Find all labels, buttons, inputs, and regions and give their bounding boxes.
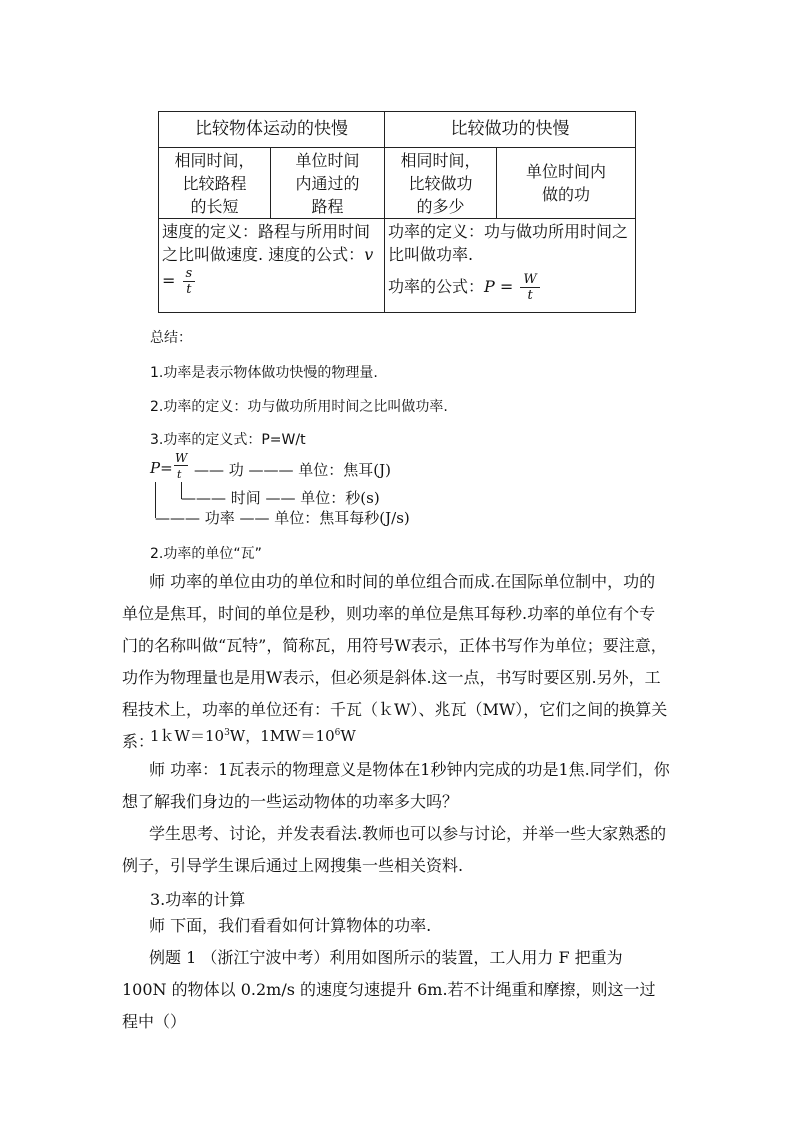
cell-power-definition: 功率的定义：功与做功所用时间之比叫做功率. 功率的公式：P = $\frac{W}{t}$ (385, 219, 636, 313)
cell-same-time-work: 相同时间， 比较做功 的多少 (385, 148, 497, 219)
section-calc-heading: 3.功率的计算 (150, 890, 246, 909)
comparison-table (158, 111, 636, 313)
power-formula-diagram: P= W t —— 功 ——— 单位：焦耳(J) ——— 时间 —— 单位：秒(s) ——— 功率 —— 单位：焦耳每秒(J/s) (150, 451, 410, 527)
cell-same-time-distance: 相同时间， 比较路程 的长短 (159, 148, 271, 219)
summary-item-3: 3.功率的定义式：P=W/t (150, 432, 306, 448)
unit-conversion: $1kW=10^3W$，$1MW=10^6W$ (150, 727, 356, 745)
summary-item-2: 2.功率的定义：功与做功所用时间之比叫做功率. (150, 399, 448, 415)
summary-item-1: 1.功率是表示物体做功快慢的物理量. (150, 365, 378, 381)
diagram-row-time: ——— 时间 —— 单位：秒(s) (181, 489, 380, 507)
paragraph-discussion: 学生思考、讨论，并发表看法.教师也可以参与讨论，并举一些大家熟悉的例子，引导学生课后通过上网搜集一些相关资料. (122, 824, 667, 875)
diagram-row-power: ——— 功率 —— 单位：焦耳每秒(J/s) (155, 509, 410, 527)
power-fraction: $\frac{W}{t}$ (520, 272, 539, 303)
paragraph-calc-intro: 师 下面，我们看看如何计算物体的功率. (149, 916, 432, 935)
header-motion: 比较物体运动的快慢 (159, 112, 385, 148)
cell-unit-time-distance: 单位时间 内通过的 路程 (271, 148, 385, 219)
header-work: 比较做功的快慢 (385, 112, 636, 148)
paragraph-unit-explanation: 师 功率的单位由功的单位和时间的单位组合而成.在国际单位制中，功的单位是焦耳，时间的单位是秒，则功率的单位是焦耳每秒.功率的单位有个专门的名称叫做“瓦特”，简称瓦，用符号W表示，正体书写作为单位；要注意，功作为物理量也是用W表示，但必须是斜体.这一点，书写时要区别.另外，工程技术上，功率的单位还有：千瓦（ｋW）、兆瓦（MW），它们之间的换算关系： (122, 572, 668, 751)
paragraph-example-1: 例题 1 （浙江宁波中考）利用如图所示的装置，工人用力 F 把重为 100N 的物体以 0.2m/s 的速度匀速提升 6m.若不计绳重和摩擦，则这一过程中（） (122, 948, 656, 1031)
paragraph-watt-meaning: 师 功率：1瓦表示的物理意义是物体在1秒钟内完成的功是1焦.同学们，你想了解我们身边的一些运动物体的功率多大吗？ (122, 760, 670, 811)
diagram-row-work: —— 功 ——— 单位：焦耳(J) (194, 461, 392, 479)
cell-unit-time-work: 单位时间内 做的功 (497, 148, 636, 219)
section-unit-heading: 2.功率的单位“瓦” (150, 546, 262, 562)
speed-fraction: $\frac{s}{t}$ (183, 266, 196, 297)
cell-speed-definition: 速度的定义：路程与所用时间之比叫做速度. 速度的公式：v = $\frac{s}{t}$ (159, 219, 385, 313)
summary-title: 总结： (150, 330, 192, 346)
